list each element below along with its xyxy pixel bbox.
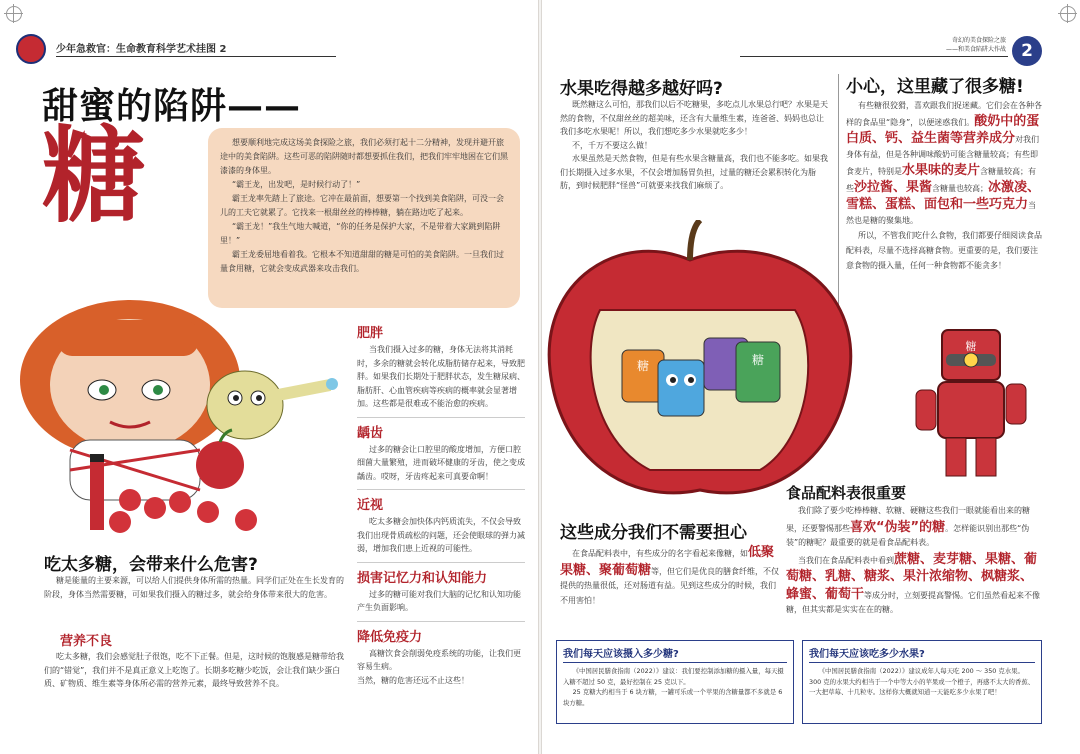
harm-list bbox=[357, 322, 525, 722]
nutrition-body bbox=[44, 650, 344, 691]
fruit-intake-box bbox=[802, 640, 1042, 724]
cube-label: 糖 bbox=[751, 353, 765, 367]
label-text: 。怎样能识别出那些“伪装”的糖呢？最重要的就是看食品配料表。 bbox=[786, 523, 1030, 547]
sugar-monster-illustration bbox=[902, 320, 1052, 490]
big-title-char: 糖 bbox=[42, 114, 147, 237]
story-paragraph: 霸王龙委屈地看着我。它根本不知道甜甜的糖是可怕的美食陷阱。一旦我们过量食用糖，它就会变成武器来攻击我们。 bbox=[220, 250, 504, 273]
hidden-highlight: 水果味的麦片 bbox=[902, 163, 981, 178]
hidden-paragraph: 所以，不管我们吃什么食物，我们都要仔细阅读食品配料表，尽量不选择高糖食物。更重要的是，我们要注意食物的摄入量，任何一种食物都不能贪多！ bbox=[846, 231, 1042, 270]
hidden-sugar-body bbox=[846, 98, 1042, 273]
no-worry-text: 在食品配料表中，有些成分的名字看起来像糖，如 bbox=[572, 549, 748, 558]
story-paragraph: “霸王龙！”我生气地大喊道，“你的任务是保护大家，不是带着大家跳到陷阱里！” bbox=[220, 222, 501, 245]
story-paragraph: 霸王龙率先踏上了旅途。它冲在最前面，想要第一个找到美食陷阱，可没一会儿的工夫它就累了。它找来一根甜丝丝的棒棒糖，躺在路边吃了起来。 bbox=[220, 194, 504, 217]
danger-body bbox=[44, 574, 344, 601]
fruit-paragraph: 不，千万不要这么做！ bbox=[572, 140, 652, 150]
sugar-intake-body bbox=[563, 666, 787, 708]
left-header: 少年急救官：生命教育科学艺术挂图 2 bbox=[56, 44, 227, 55]
apple-sugar-illustration bbox=[540, 220, 860, 510]
right-page bbox=[540, 0, 1080, 754]
harm-body-myopia bbox=[357, 515, 525, 556]
fruit-intake-title: 我们每天应该吃多少水果? bbox=[809, 645, 1035, 663]
label-text: 我们除了要少吃棒棒糖、软糖、硬糖这些我们一眼就能看出来的糖果，还要警惕那些 bbox=[786, 506, 1030, 533]
nutrition-heading: 营养不良 bbox=[60, 634, 113, 649]
story-paragraph: “霸王龙，出发吧，是时候行动了！” bbox=[232, 180, 361, 189]
publisher-logo bbox=[16, 34, 46, 64]
harm-heading-myopia: 近视 bbox=[357, 489, 525, 513]
label-text: 等成分时，立刻要提高警惕。它们虽然看起来不像糖，但其实都是实实在在的糖。 bbox=[786, 590, 1041, 614]
food-label-heading: 食品配料表很重要 bbox=[786, 484, 907, 502]
harm-heading-memory: 损害记忆力和认知能力 bbox=[357, 562, 525, 586]
hidden-text: 当然也是糖的聚集地。 bbox=[846, 201, 1037, 225]
right-header bbox=[920, 36, 1006, 54]
sugar-intake-title: 我们每天应该摄入多少糖? bbox=[563, 645, 787, 663]
harm-paragraph: 高糖饮食会削弱免疫系统的功能，让我们更容易生病。 当然，糖的危害还远不止这些！ bbox=[357, 648, 521, 685]
fruit-paragraph: 水果虽然是天然食物，但是有些水果含糖量高，我们也不能多吃。如果我们长期摄入过多水果，不仅会增加肠胃负担，过量的糖还会累积转化为脂肪，到时候肥胖“怪兽”可就要来找我们麻烦了。 bbox=[560, 154, 828, 190]
page-spine bbox=[538, 0, 542, 754]
hidden-highlight: 酸奶中的蛋白质、钙、益生菌等营养成分 bbox=[846, 114, 1040, 146]
harm-body-caries bbox=[357, 443, 525, 484]
fruit-intake-paragraph: 《中国居民膳食指南（2022）》建议成年人每天吃 200 ～ 350 克水果。300 克的水果大约相当于一个中等大小的苹果或一个橙子，再感不太大的香蕉、一大把草莓、十几粒枣。这样你大概就知道一天能吃多少水果了吧！ bbox=[809, 667, 1035, 696]
right-header-line: 奇幻的美食探险之旅 bbox=[951, 37, 1006, 44]
story-paragraph: 想要顺利地完成这场美食探险之旅，我们必须打起十二分精神，发现并避开旅途中的美食陷阱。这些可恶的陷阱随时都想要抓住我们，把我们牢牢地困在它们黑漆漆的身体里。 bbox=[220, 138, 508, 175]
food-label-body bbox=[786, 504, 1042, 618]
harm-heading-caries: 龋齿 bbox=[357, 417, 525, 441]
no-worry-heading: 这些成分我们不需要担心 bbox=[560, 523, 747, 543]
girl-dinosaur-illustration bbox=[10, 290, 355, 540]
harm-body-obesity bbox=[357, 343, 525, 411]
sugar-intake-paragraph: 25 克糖大约相当于 6 块方糖，一罐可乐或一个苹果的含糖量都不多就是 6 块方糖。 bbox=[563, 688, 783, 707]
header-rule bbox=[56, 56, 336, 57]
registration-mark bbox=[6, 6, 22, 22]
hidden-text: 含糖量较高；有些 bbox=[846, 167, 1037, 193]
danger-paragraph: 糖是能量的主要来源，可以给人们提供身体所需的热量。同学们正处在生长发育的阶段，身体当然需要糖，可如果我们摄入的糖过多，就会给身体带来很大的危害。 bbox=[44, 576, 344, 599]
harm-paragraph: 过多的糖会让口腔里的酸度增加，方便口腔细菌大量繁殖，进而破坏健康的牙齿，使之变成龋齿。哎呀，牙齿疼起来可真要命啊！ bbox=[357, 444, 525, 481]
page-number: 2 bbox=[1012, 36, 1042, 66]
sugar-intake-paragraph: 《中国居民膳食指南（2022）》建议：我们要控制添加糖的摄入量，每天摄入糖不超过 50 克，最好控制在 25 克以下。 bbox=[563, 667, 784, 686]
sugar-intake-box bbox=[556, 640, 794, 724]
no-worry-body bbox=[560, 544, 780, 608]
fruit-intake-body bbox=[809, 666, 1035, 698]
harm-paragraph: 吃太多糖会加快体内钙质流失，不仅会导致我们出现骨质疏松的问题，还会使眼球的弹力减弱，增加我们患上近视的可能性。 bbox=[357, 517, 525, 553]
registration-mark bbox=[1060, 6, 1076, 22]
danger-heading: 吃太多糖，会带来什么危害? bbox=[44, 555, 258, 575]
no-worry-highlight: 低聚果糖、聚葡萄糖 bbox=[560, 545, 775, 578]
harm-paragraph: 过多的糖可能对我们大脑的记忆和认知功能产生负面影响。 bbox=[357, 589, 521, 612]
hidden-text: 含糖量也较高； bbox=[932, 184, 989, 193]
hidden-highlight: 冰激凌、雪糕、蛋糕、面包和一些巧克力 bbox=[846, 180, 1041, 212]
story-bubble bbox=[208, 128, 520, 308]
page-title: 甜蜜的陷阱—— bbox=[42, 85, 302, 127]
label-highlight: 喜欢“伪装”的糖 bbox=[850, 519, 946, 535]
harm-heading-immunity: 降低免疫力 bbox=[357, 621, 525, 645]
fruit-paragraph: 既然糖这么可怕，那我们以后不吃糖果，多吃点儿水果总行吧？水果是天然的食物，不仅甜丝丝的超美味，还含有大量维生素，连爸爸、妈妈也总让我们多吃水果呢！所以，我们想吃多少水果就吃多少！ bbox=[560, 100, 828, 136]
nutrition-paragraph: 吃太多糖，我们会感觉肚子很饱，吃不下正餐。但是，这时候的饱腹感是糖带给我们的“错觉”，我们并不是真正意义上吃饱了。长期多吃糖少吃饭，会让我们缺少蛋白质、矿物质、维生素等身体所必需的营养元素，最终导致营养不良。 bbox=[44, 652, 344, 688]
fruit-body bbox=[560, 98, 828, 193]
monster-label: 糖 bbox=[965, 340, 977, 353]
label-text: 当我们在食品配料表中看到 bbox=[798, 555, 894, 565]
label-highlight: 蔗糖、麦芽糖、果糖、葡萄糖、乳糖、糖浆、果汁浓缩物、枫糖浆、蜂蜜、葡萄干 bbox=[786, 551, 1038, 602]
hidden-text: 对我们身体有益，但是各种调味酸奶可能含糖量较高；有些即食麦片，特别是 bbox=[846, 135, 1040, 176]
header-rule bbox=[740, 56, 1008, 57]
harm-body-memory bbox=[357, 588, 525, 615]
hidden-highlight: 沙拉酱、果酱 bbox=[854, 180, 933, 195]
hidden-sugar-heading: 小心，这里藏了很多糖! bbox=[846, 77, 1024, 97]
right-header-line: ——和美食陷阱大作战 bbox=[945, 46, 1006, 53]
harm-body-immunity bbox=[357, 647, 525, 688]
fruit-heading: 水果吃得越多越好吗? bbox=[560, 79, 723, 99]
harm-heading-obesity: 肥胖 bbox=[357, 326, 384, 341]
cube-label: 糖 bbox=[636, 359, 650, 373]
no-worry-text: 等，但它们是优良的膳食纤维，不仅提供的热量很低，还对肠道有益。见到这些成分的时候，我们不用害怕！ bbox=[560, 566, 780, 605]
hidden-text: 有些糖很狡猾，喜欢跟我们捉迷藏。它们会在各种各样的食品里“隐身”，以便迷惑我们。 bbox=[846, 101, 1042, 127]
harm-paragraph: 当我们摄入过多的糖，身体无法将其消耗时，多余的糖就会转化成脂肪储存起来，导致肥胖。如果我们长期处于肥胖状态，发生糖尿病、脂肪肝、心血管疾病等疾病的概率就会显著增加。这些都是很难或不能治愈的疾病。 bbox=[357, 345, 525, 408]
